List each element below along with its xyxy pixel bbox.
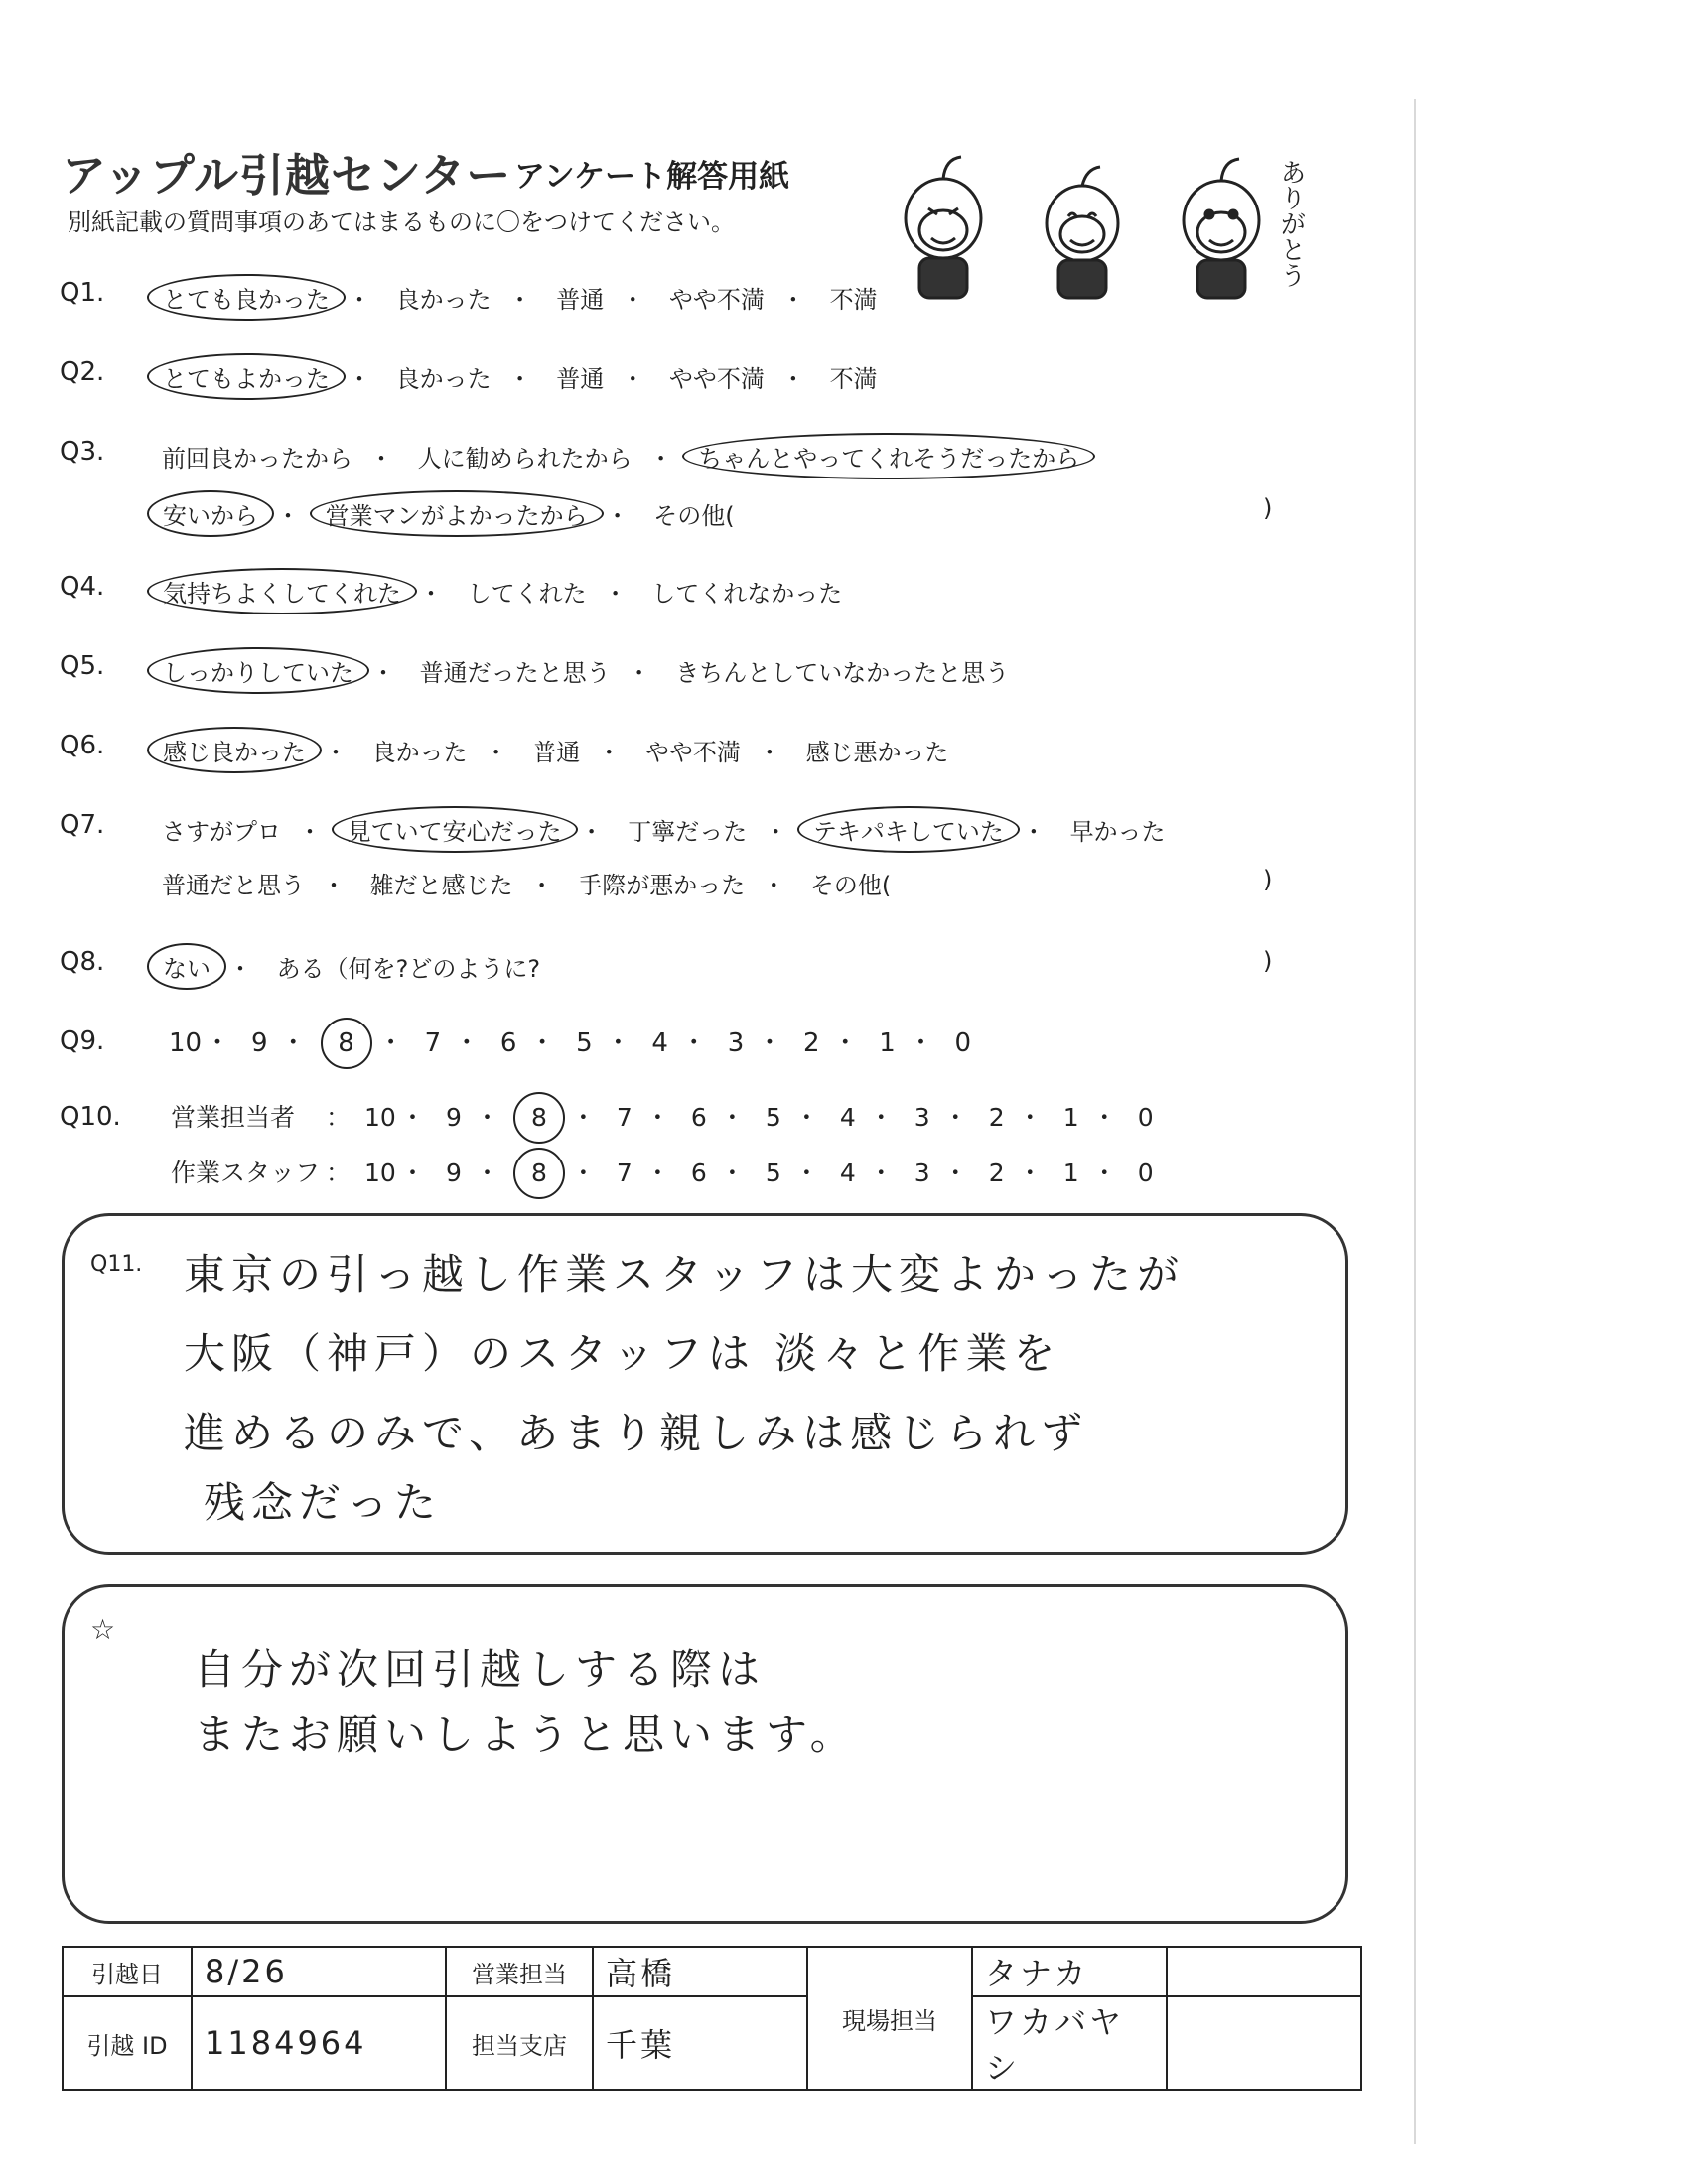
q9-score[interactable]: 0: [954, 1028, 972, 1058]
q10-staff-score[interactable]: 10: [363, 1159, 396, 1187]
branch-label: 担当支店: [446, 1996, 593, 2090]
q9-score[interactable]: 1: [879, 1028, 896, 1058]
footer-info-table: [62, 1946, 1362, 2091]
q9-score[interactable]: 7: [424, 1028, 442, 1058]
monkey-mascot-2-icon: [1047, 167, 1118, 298]
q10-staff-score[interactable]: 2: [988, 1159, 1005, 1187]
q3-option-selected[interactable]: ちゃんとやってくれそうだったから: [682, 433, 1095, 479]
q3-paren-close: ): [1263, 494, 1273, 522]
q11-handwritten-line: 進めるのみで、あまり親しみは感じられず: [184, 1409, 1089, 1457]
q7-option-other[interactable]: その他(: [809, 872, 892, 899]
q5-option[interactable]: 普通だったと思う: [419, 659, 611, 687]
q11-label: Q11.: [90, 1252, 143, 1277]
q4-option[interactable]: してくれなかった: [651, 580, 843, 608]
q3-options-line2: 安いから ・ 営業マンがよかったから ・ その他(: [151, 490, 746, 537]
q2-option-selected[interactable]: とてもよかった: [147, 353, 346, 400]
move-date-value[interactable]: 8/26: [192, 1947, 446, 1996]
q10-sales-score[interactable]: 2: [988, 1103, 1005, 1132]
q2-option[interactable]: やや不満: [668, 365, 765, 393]
q10-sales-score[interactable]: 6: [690, 1103, 707, 1132]
q9-score[interactable]: 6: [499, 1028, 517, 1058]
move-id-value[interactable]: 1184964: [192, 1996, 446, 2090]
q8-option-selected[interactable]: ない: [147, 943, 226, 990]
q7-option[interactable]: 手際が悪かった: [578, 872, 746, 899]
mascot-thanks-text: ありがとう: [1276, 159, 1306, 288]
q1-option-selected[interactable]: とても良かった: [147, 274, 346, 321]
free-comment-box[interactable]: [62, 1584, 1348, 1924]
q6-option[interactable]: やや不満: [644, 739, 741, 766]
q1-label: Q1.: [60, 278, 105, 308]
q7-option[interactable]: 丁寧だった: [628, 818, 748, 846]
monkey-mascot-1-icon: [906, 157, 981, 298]
q5-option[interactable]: きちんとしていなかったと思う: [675, 659, 1010, 687]
q10-sales-row: 営業担当者 ： 10 ・ 9 ・ 8 ・ 7 ・ 6 ・ 5 ・ 4 ・ 3 ・ 2 ・ 1 ・ 0: [171, 1098, 1161, 1134]
q11-handwritten-line: 東京の引っ越し作業スタッフは大変よかったが: [184, 1250, 1186, 1298]
q3-label: Q3.: [60, 437, 105, 467]
q5-options: しっかりしていた ・ 普通だったと思う ・ きちんとしていなかったと思う: [151, 647, 1020, 694]
q3-options-line1: 前回良かったから ・ 人に勧められたから ・ ちゃんとやってくれそうだったから: [151, 433, 1091, 479]
q7-option[interactable]: 雑だと感じた: [369, 872, 513, 899]
q10-staff-score[interactable]: 6: [690, 1159, 707, 1187]
q3-option-selected[interactable]: 安いから: [147, 490, 274, 537]
q4-option-selected[interactable]: 気持ちよくしてくれた: [147, 568, 417, 614]
q9-score[interactable]: 9: [251, 1028, 268, 1058]
q3-option-selected[interactable]: 営業マンがよかったから: [310, 490, 604, 537]
q7-paren-close: ): [1263, 866, 1273, 893]
q2-option[interactable]: 普通: [556, 365, 605, 393]
sales-name[interactable]: 高橋: [593, 1947, 807, 1996]
q9-score[interactable]: 2: [802, 1028, 820, 1058]
q11-handwritten-line: 残念だった: [204, 1478, 443, 1527]
move-id-label: 引越 ID: [63, 1996, 192, 2090]
q8-options: ない ・ ある（何を?どのように?: [151, 943, 551, 990]
q11-comment-box[interactable]: [62, 1213, 1348, 1555]
footer-empty-cell: [1167, 1947, 1361, 1996]
q6-option[interactable]: 感じ悪かった: [805, 739, 949, 766]
q10-staff-score[interactable]: 1: [1062, 1159, 1079, 1187]
q11-handwritten-line: 大阪（神戸）のスタッフは 淡々と作業を: [184, 1329, 1061, 1378]
free-comment-handwritten-line: またお願いしようと思います。: [194, 1710, 858, 1759]
q8-label: Q8.: [60, 947, 105, 977]
q4-label: Q4.: [60, 572, 105, 602]
site-name-2[interactable]: ワカバヤシ: [972, 1996, 1167, 2090]
q5-option-selected[interactable]: しっかりしていた: [147, 647, 369, 694]
q10-sales-score[interactable]: 3: [914, 1103, 930, 1132]
q10-staff-score-selected[interactable]: 8: [513, 1148, 565, 1199]
star-icon: ☆: [90, 1613, 116, 1646]
q1-option[interactable]: 普通: [556, 286, 605, 314]
q7-option[interactable]: 普通だと思う: [162, 872, 305, 899]
q6-label: Q6.: [60, 731, 105, 760]
scan-edge-line: [1414, 99, 1416, 2144]
q10-sales-score[interactable]: 0: [1137, 1103, 1154, 1132]
q10-sales-score-selected[interactable]: 8: [513, 1092, 565, 1144]
footer-empty-cell: [1167, 1996, 1361, 2090]
site-name-1[interactable]: タナカ: [972, 1947, 1167, 1996]
q7-option[interactable]: 早かった: [1069, 818, 1166, 846]
free-comment-handwritten-line: 自分が次回引越しする際は: [194, 1645, 767, 1694]
q4-options: 気持ちよくしてくれた ・ してくれた ・ してくれなかった: [151, 568, 853, 614]
q7-option-selected[interactable]: 見ていて安心だった: [332, 806, 578, 853]
q6-option[interactable]: 普通: [532, 739, 581, 766]
q10-sales-score[interactable]: 5: [765, 1103, 781, 1132]
form-subtitle: アンケート解答用紙: [514, 159, 790, 195]
q7-label: Q7.: [60, 810, 105, 840]
q10-staff-score[interactable]: 5: [765, 1159, 781, 1187]
q9-scale: 10 ・ 9 ・ 8 ・ 7 ・ 6 ・ 5 ・ 4 ・ 3 ・ 2 ・ 1 ・ 0: [169, 1023, 978, 1059]
q6-options: 感じ良かった ・ 良かった ・ 普通 ・ やや不満 ・ 感じ悪かった: [151, 727, 960, 773]
q9-score[interactable]: 4: [651, 1028, 668, 1058]
q9-score[interactable]: 5: [576, 1028, 593, 1058]
q10-staff-score[interactable]: 9: [445, 1159, 462, 1187]
q2-option[interactable]: 不満: [829, 365, 878, 393]
q10-staff-score[interactable]: 3: [914, 1159, 930, 1187]
monkey-mascot-3-icon: [1184, 159, 1259, 298]
q4-option[interactable]: してくれた: [467, 580, 587, 608]
q7-options-line1: さすがプロ ・ 見ていて安心だった ・ 丁寧だった ・ テキパキしていた ・ 早かった: [151, 806, 1177, 853]
q10-staff-label: 作業スタッフ: [171, 1159, 321, 1187]
q3-option-other[interactable]: その他(: [653, 502, 735, 530]
q2-option[interactable]: 良かった: [395, 365, 492, 393]
instruction-text: 別紙記載の質問事項のあてはまるものに〇をつけてください。: [68, 208, 735, 236]
q6-option[interactable]: 良かった: [371, 739, 468, 766]
q10-sales-score[interactable]: 4: [839, 1103, 856, 1132]
move-date-label: 引越日: [63, 1947, 192, 1996]
q9-score[interactable]: 3: [727, 1028, 745, 1058]
q10-sales-score[interactable]: 1: [1062, 1103, 1079, 1132]
q3-option[interactable]: 前回良かったから: [162, 445, 352, 473]
q10-staff-score[interactable]: 0: [1137, 1159, 1154, 1187]
q2-label: Q2.: [60, 357, 105, 387]
q9-score-selected[interactable]: 8: [321, 1018, 372, 1069]
sales-label: 営業担当: [446, 1947, 593, 1996]
q3-option[interactable]: 人に勧められたから: [417, 445, 633, 473]
q1-options: とても良かった ・ 良かった ・ 普通 ・ やや不満 ・ 不満: [151, 274, 889, 321]
branch-name[interactable]: 千葉: [593, 1996, 807, 2090]
brand-title: アップル引越センター: [62, 149, 512, 202]
q2-options: とてもよかった ・ 良かった ・ 普通 ・ やや不満 ・ 不満: [151, 353, 889, 400]
mascot-illustration: [874, 139, 1331, 318]
q7-option-selected[interactable]: テキパキしていた: [797, 806, 1020, 853]
q10-label: Q10.: [60, 1102, 121, 1132]
q10-sales-label: 営業担当者: [171, 1103, 296, 1132]
q7-option[interactable]: さすがプロ: [162, 818, 281, 846]
q5-label: Q5.: [60, 651, 105, 681]
q10-staff-row: 作業スタッフ ： 10 ・ 9 ・ 8 ・ 7 ・ 6 ・ 5 ・ 4 ・ 3 ・ 2 ・ 1 ・ 0: [171, 1154, 1161, 1189]
q10-staff-score[interactable]: 4: [839, 1159, 856, 1187]
q8-paren-close: ): [1263, 947, 1273, 975]
q10-sales-score[interactable]: 9: [445, 1103, 462, 1132]
q10-sales-score[interactable]: 7: [616, 1103, 633, 1132]
q10-staff-score[interactable]: 7: [616, 1159, 633, 1187]
q1-option[interactable]: やや不満: [668, 286, 765, 314]
q6-option-selected[interactable]: 感じ良かった: [147, 727, 322, 773]
q8-option[interactable]: ある（何を?どのように?: [276, 955, 541, 983]
site-label: 現場担当: [807, 1947, 972, 2090]
q1-option[interactable]: 不満: [829, 286, 878, 314]
q7-options-line2: 普通だと思う ・ 雑だと感じた ・ 手際が悪かった ・ その他(: [151, 862, 902, 904]
q10-sales-score[interactable]: 10: [363, 1103, 396, 1132]
q9-score[interactable]: 10: [169, 1028, 203, 1058]
q1-option[interactable]: 良かった: [395, 286, 492, 314]
q9-label: Q9.: [60, 1026, 105, 1056]
